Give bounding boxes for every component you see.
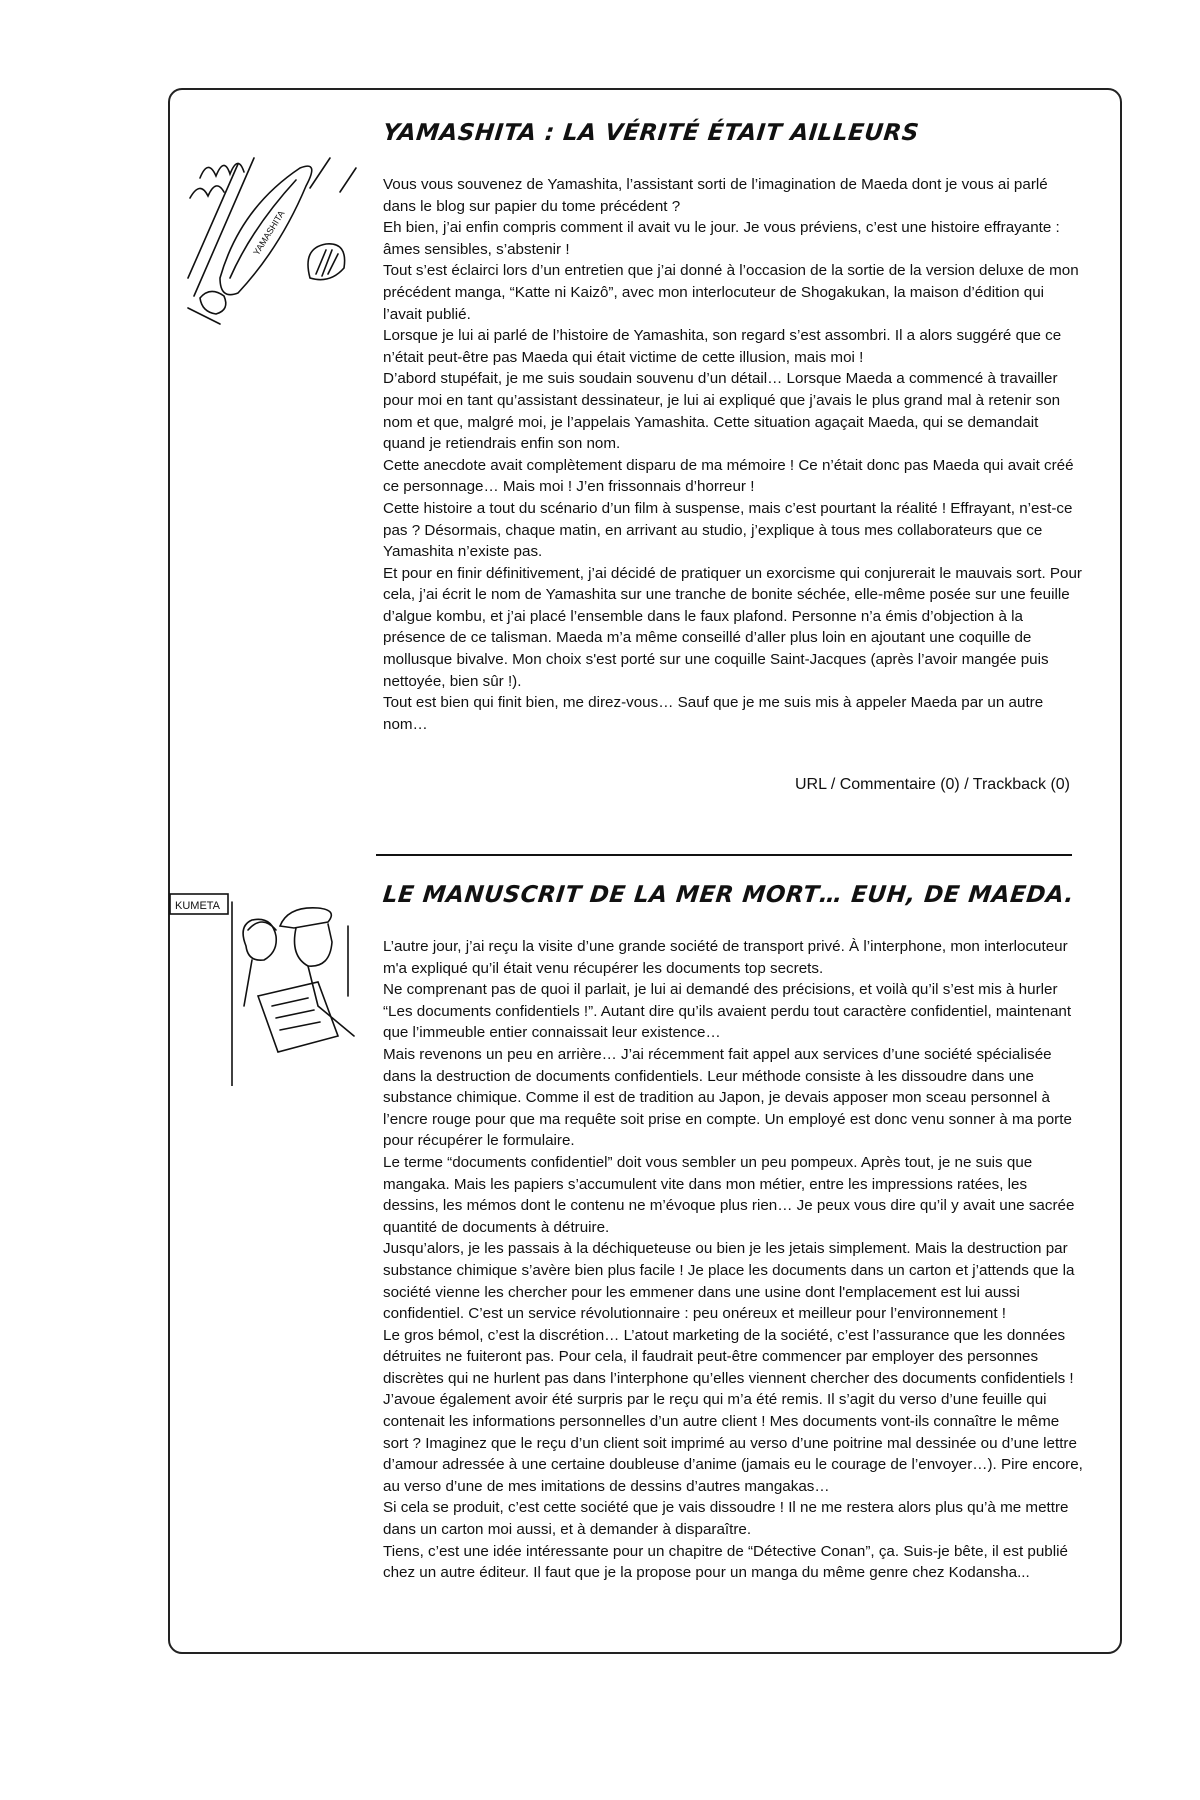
post-title: LE MANUSCRIT DE LA MER MORT… EUH, DE MAEDA. — [381, 882, 1076, 908]
paragraph: Tiens, c’est une idée intéressante pour un chapitre de “Détective Conan”, ça. Suis-je bête, il est publié chez un autre éditeur. Il faut que je la propose pour un manga du même genre chez Kodansha... — [383, 1542, 1068, 1582]
post-body — [383, 174, 1083, 735]
bonito-talisman-illustration — [180, 128, 380, 328]
post-body — [383, 936, 1083, 1584]
paragraph: Si cela se produit, c’est cette société que je vais dissoudre ! Il ne me restera alors plus qu’à me mettre dans un carton moi aussi, et à demander à disparaître. — [383, 1499, 1069, 1539]
paragraph: Tout est bien qui finit bien, me direz-vous… Sauf que je me suis mis à appeler Maeda par un autre nom… — [383, 694, 1044, 733]
paragraph: Le gros bémol, c’est la discrétion… L’atout marketing de la société, c’est l’assurance que les données détruites ne fuiteront pas. Pour cela, il faudrait peut-être commencer par employer des personnes discrètes qui ne hurlent pas dans l’interphone qu’elles viennent chercher des documents confidentiels ! — [383, 1326, 1074, 1387]
blog-post-yamashita — [383, 120, 1083, 735]
paragraph: Eh bien, j’ai enfin compris comment il avait vu le jour. Je vous préviens, c’est une histoire effrayante : âmes sensibles, s’abstenir ! — [383, 219, 1060, 258]
paragraph: J’avoue également avoir été surpris par le reçu qui m’a été remis. Il s’agit du verso d’une feuille qui contenait les informations personnelles d’un autre client ! Mes documents vont-ils connaître le même sort ? Imaginez que le reçu d’un client soit imprimé au verso d’une poitrine mal dessinée ou d’une lettre d’amour adressée à une certaine doubleuse d’anime (jamais eu le courage de l’envoyer…). Pire encore, au verso d’une de mes imitations de dessins d’autres mangakas… — [383, 1391, 1083, 1495]
kumeta-name-label: KUMETA — [175, 900, 221, 912]
paragraph: Et pour en finir définitivement, j’ai décidé de pratiquer un exorcisme qui conjurerait le mauvais sort. Pour cela, j’ai écrit le nom de Yamashita sur une tranche de bonite séchée, elle-même posée sur une feuille d’algue kombu, et j’ai placé l’ensemble dans le faux plafond. Personne n’a émis d’objection à la présence de ce talisman. Maeda m’a même conseillé d’aller plus loin en ajoutant une coquille de mollusque bivalve. Mon choix s'est porté sur une coquille Saint-Jacques (après l’avoir mangée puis nettoyée, bien sûr !). — [383, 564, 1082, 690]
blog-post-manuscrit — [383, 882, 1083, 1584]
paragraph: Mais revenons un peu en arrière… J’ai récemment fait appel aux services d’une société spécialisée dans la destruction de documents confidentiels. Leur méthode consiste à les dissoudre dans une substance chimique. Comme il est de tradition au Japon, je devais apposer mon sceau personnel à l’encre rouge pour que ma requête soit prise en compte. Un employé est donc venu sonner à ma porte pour récupérer le formulaire. — [383, 1045, 1072, 1150]
delivery-door-illustration — [168, 886, 378, 1086]
post-title: YAMASHITA : LA VÉRITÉ ÉTAIT AILLEURS — [381, 120, 921, 146]
bonito-name-label: YAMASHITA — [251, 208, 287, 258]
paragraph: Lorsque je lui ai parlé de l’histoire de Yamashita, son regard s’est assombri. Il a alors suggéré que ce n’était peut-être pas Maeda qui était victime de cette illusion, mais moi ! — [383, 327, 1062, 366]
paragraph: Le terme “documents confidentiel” doit vous sembler un peu pompeux. Après tout, je ne suis que mangaka. Mais les papiers s’accumulent vite dans mon métier, entre les impressions ratées, les dessins, les mémos dont le contenu ne m’évoque plus rien… Je peux vous dire qu’il y avait une sacrée quantité de documents à détruire. — [383, 1153, 1075, 1236]
paragraph: Tout s’est éclairci lors d’un entretien que j’ai donné à l’occasion de la sortie de la version deluxe de mon précédent manga, “Katte ni Kaizô”, avec mon interlocuteur de Shogakukan, la maison d’édition qui l’avait publié. — [383, 262, 1079, 323]
post-footer-links[interactable]: URL / Commentaire (0) / Trackback (0) — [794, 776, 1070, 793]
paragraph: D’abord stupéfait, je me suis soudain souvenu d’un détail… Lorsque Maeda a commencé à travailler pour moi en tant qu’assistant dessinateur, je lui ai expliqué que j’avais le plus grand mal à retenir son nom et que, malgré moi, je l’appelais Yamashita. Cette situation agaçait Maeda, qui se demandait quand je retiendrais enfin son nom. — [383, 370, 1061, 453]
paragraph: Cette anecdote avait complètement disparu de ma mémoire ! Ce n’était donc pas Maeda qui avait créé ce personnage… Mais moi ! J’en frissonnais d’horreur ! — [383, 456, 1074, 496]
post-separator — [376, 854, 1072, 856]
paragraph: L’autre jour, j’ai reçu la visite d’une grande société de transport privé. À l’interphone, mon interlocuteur m'a expliqué qu’il était venu récupérer les documents top secrets. — [383, 938, 1068, 977]
paragraph: Vous vous souvenez de Yamashita, l’assistant sorti de l’imagination de Maeda dont je vous ai parlé dans le blog sur papier du tome précédent ? — [383, 176, 1048, 215]
paragraph: Jusqu’alors, je les passais à la déchiqueteuse ou bien je les jetais simplement. Mais la destruction par substance chimique s’avère bien plus facile ! Je place les documents dans un carton et j’attends que la société vienne les chercher pour les emmener dans une usine dont l'emplacement est lui aussi confidentiel. C’est un service révolutionnaire : peu onéreux et meilleur pour l’environnement ! — [383, 1240, 1075, 1323]
paragraph: Ne comprenant pas de quoi il parlait, je lui ai demandé des précisions, et voilà qu’il s’est mis à hurler “Les documents confidentiels !”. Autant dire qu’ils avaient perdu tout caractère confidentiel, maintenant que l’immeuble entier connaissait leur existence… — [383, 981, 1072, 1042]
paragraph: Cette histoire a tout du scénario d’un film à suspense, mais c’est pourtant la réalité ! Effrayant, n’est-ce pas ? Désormais, chaque matin, en arrivant au studio, j’explique à tous mes collaborateurs que ce Yamashita n’existe pas. — [383, 499, 1073, 561]
